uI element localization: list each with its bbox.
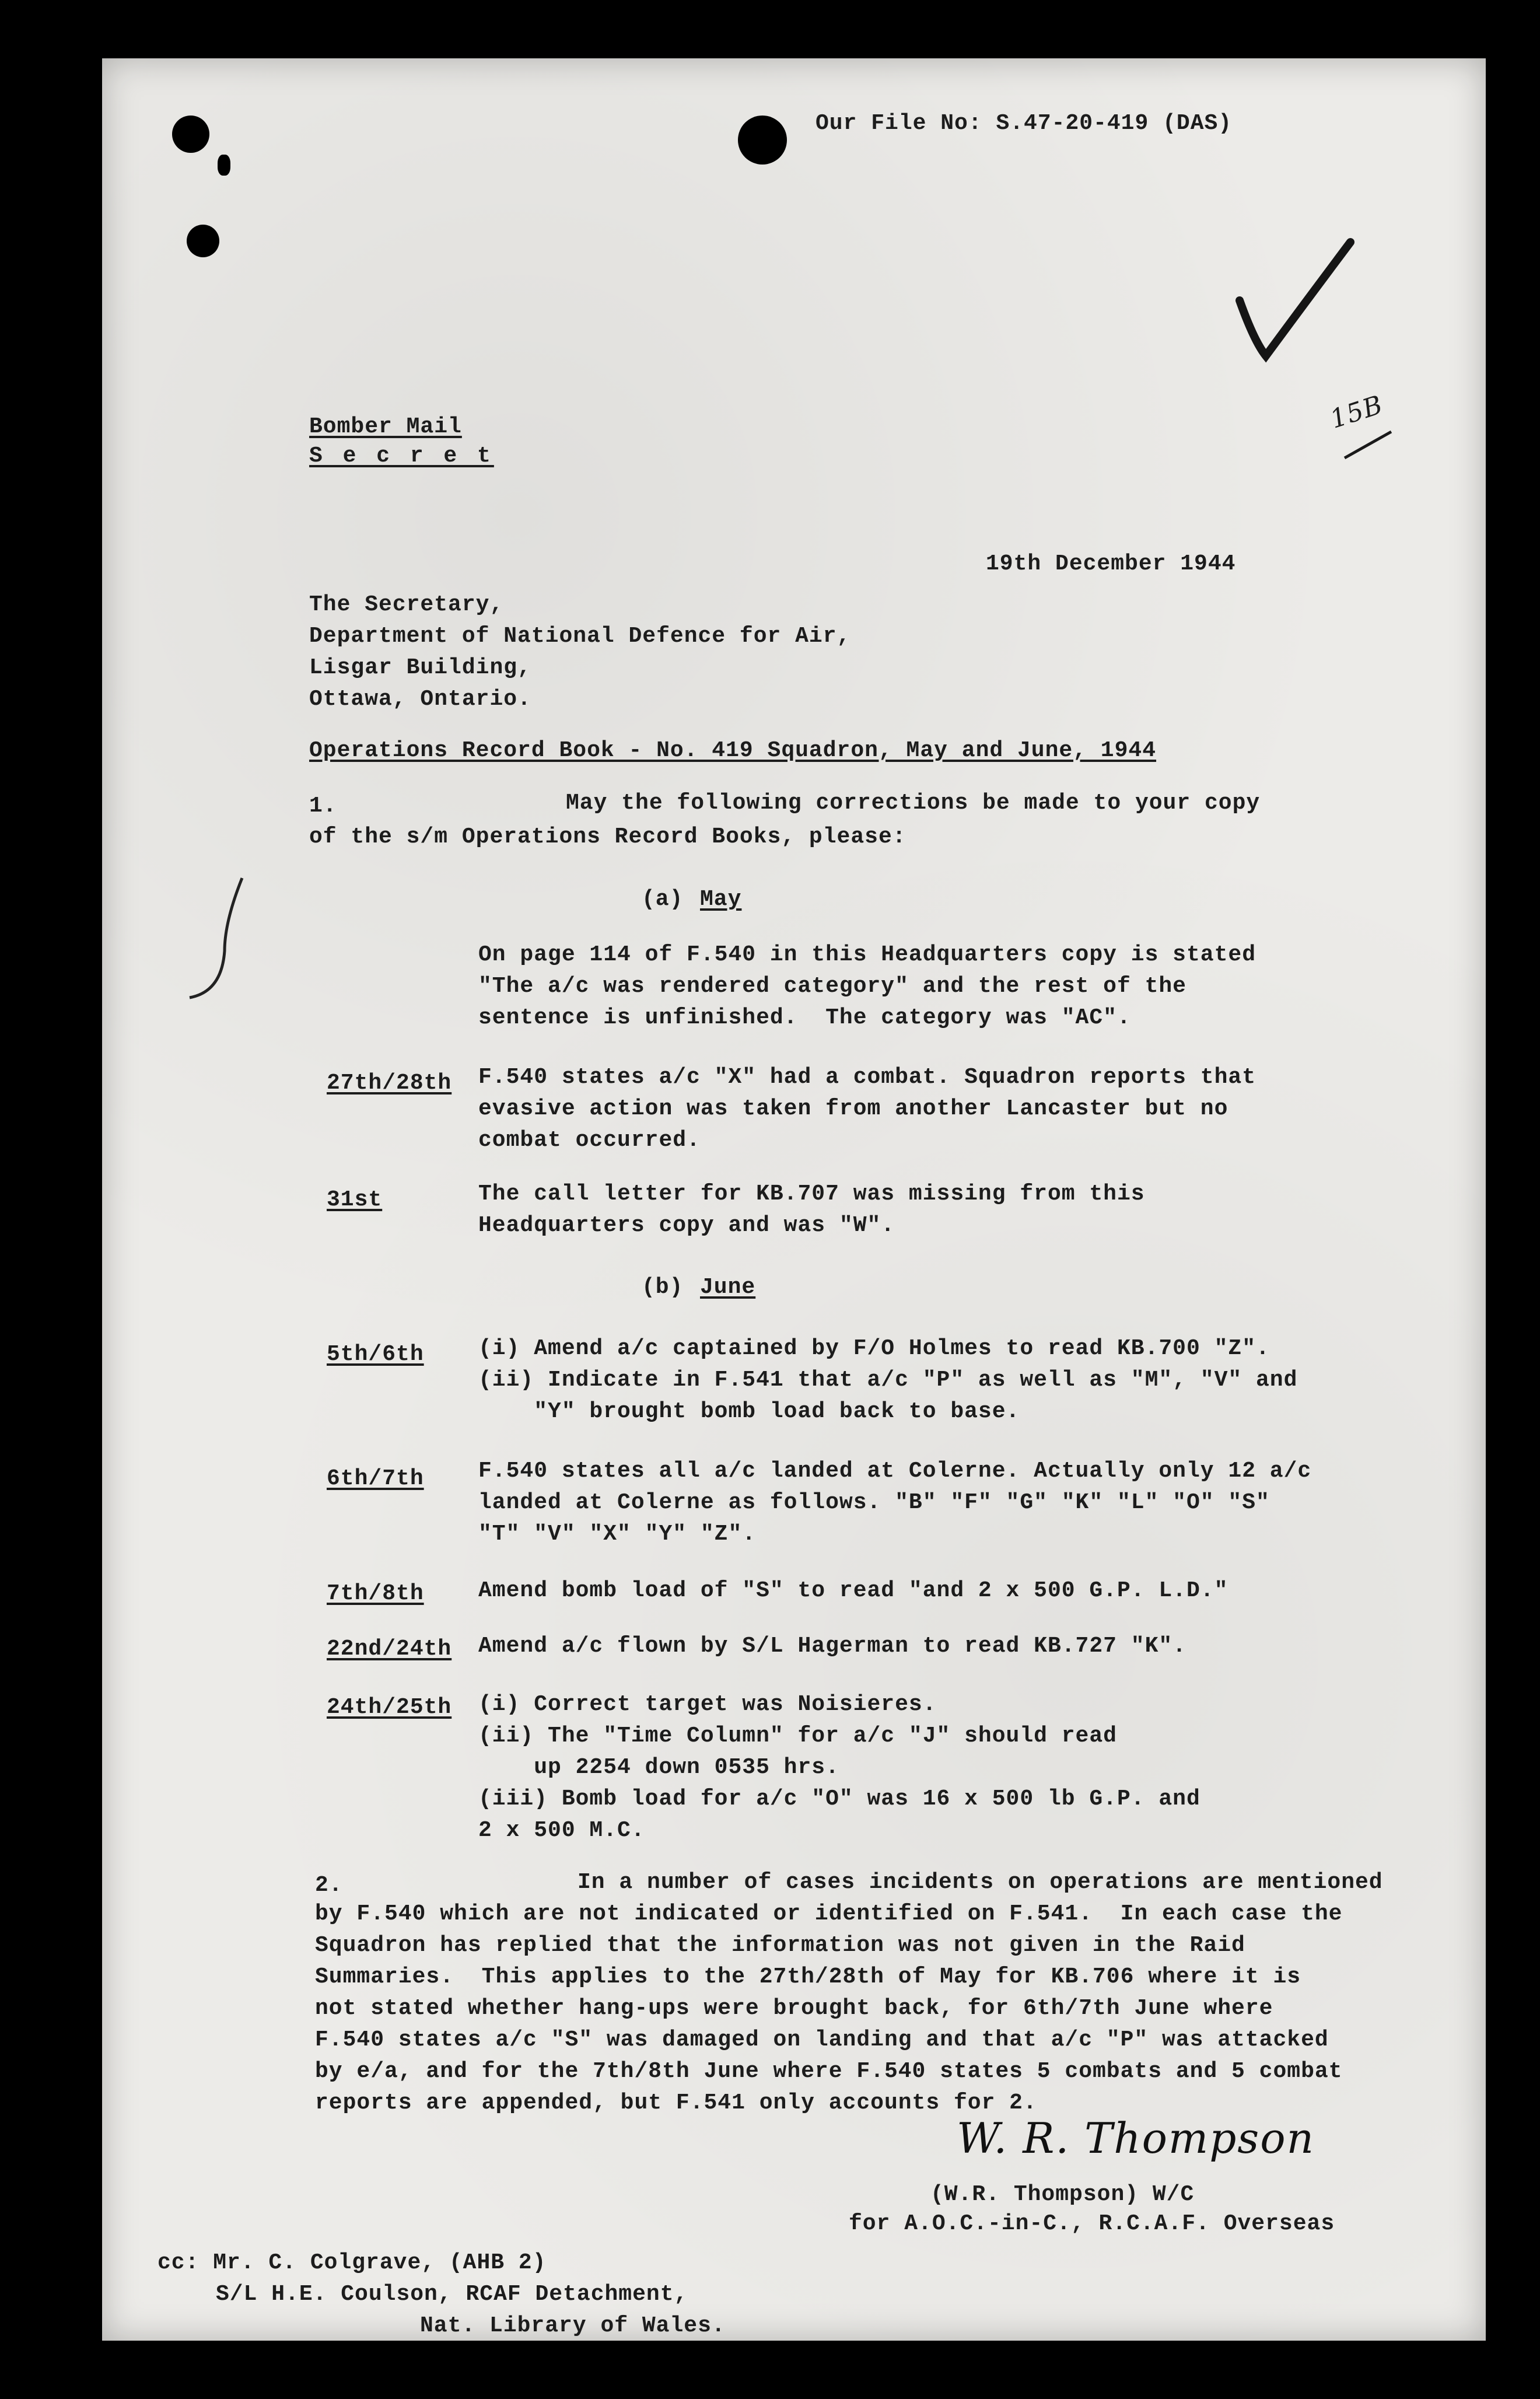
entry-text: Amend a/c flown by S/L Hagerman to read KB.727 "K".	[478, 1634, 1186, 1659]
subject-line: Operations Record Book - No. 419 Squadron, May and June, 1944	[309, 738, 1157, 763]
para2-line: In a number of cases incidents on operations are mentioned	[578, 1870, 1383, 1895]
entry-text: evasive action was taken from another Lancaster but no	[478, 1096, 1228, 1121]
entry-date: 5th/6th	[327, 1342, 424, 1367]
signatory-title: for A.O.C.-in-C., R.C.A.F. Overseas	[849, 2211, 1335, 2236]
para2-line: by e/a, and for the 7th/8th June where F.540 states 5 combats and 5 combat	[315, 2059, 1343, 2084]
margin-note: 15B	[1326, 390, 1387, 435]
cc-line: cc: Mr. C. Colgrave, (AHB 2)	[158, 2250, 547, 2275]
handwritten-signature: W. R. Thompson	[957, 2114, 1315, 2163]
entry-text: combat occurred.	[478, 1128, 701, 1153]
may-heading-prefix: (a)	[642, 887, 684, 912]
file-number: Our File No: S.47-20-419 (DAS)	[816, 111, 1233, 136]
letter-date: 19th December 1944	[986, 551, 1236, 576]
address-line: Ottawa, Ontario.	[309, 687, 531, 712]
para2-line: Squadron has replied that the information was not given in the Raid	[315, 1933, 1245, 1958]
punch-hole	[218, 155, 230, 176]
entry-text: 2 x 500 M.C.	[478, 1818, 645, 1843]
para1-number: 1.	[309, 793, 337, 819]
june-heading: June	[700, 1275, 756, 1300]
cc-line: S/L H.E. Coulson, RCAF Detachment,	[216, 2282, 688, 2307]
entry-text: F.540 states a/c "X" had a combat. Squadron reports that	[478, 1065, 1256, 1090]
june-heading-prefix: (b)	[642, 1275, 684, 1300]
para2-line: F.540 states a/c "S" was damaged on landing and that a/c "P" was attacked	[315, 2027, 1329, 2052]
entry-date: 24th/25th	[327, 1695, 452, 1720]
may-intro-line: sentence is unfinished. The category was "AC".	[478, 1005, 1131, 1030]
entry-date: 31st	[327, 1187, 383, 1212]
entry-text: (i) Correct target was Noisieres.	[478, 1692, 937, 1717]
entry-text: Amend bomb load of "S" to read "and 2 x 500 G.P. L.D."	[478, 1578, 1228, 1603]
entry-text: "T" "V" "X" "Y" "Z".	[478, 1522, 757, 1547]
entry-date: 27th/28th	[327, 1071, 452, 1096]
check-mark-icon	[1237, 230, 1353, 365]
margin-underline	[1342, 429, 1394, 464]
punch-hole	[172, 116, 209, 153]
para1-line: of the s/m Operations Record Books, please:	[309, 824, 907, 849]
entry-text: (ii) The "Time Column" for a/c "J" should read	[478, 1723, 1117, 1748]
para2-line: reports are appended, but F.541 only accounts for 2.	[315, 2090, 1037, 2115]
cc-line: Nat. Library of Wales.	[420, 2313, 726, 2338]
address-line: Lisgar Building,	[309, 655, 531, 680]
entry-text: landed at Colerne as follows. "B" "F" "G" "K" "L" "O" "S"	[478, 1490, 1270, 1515]
para2-line: Summaries. This applies to the 27th/28th of May for KB.706 where it is	[315, 1964, 1301, 1989]
margin-stroke-mark	[184, 875, 248, 1003]
entry-date: 22nd/24th	[327, 1636, 452, 1662]
punch-hole	[187, 225, 219, 257]
may-intro-line: On page 114 of F.540 in this Headquarters copy is stated	[478, 942, 1256, 967]
para1-line: May the following corrections be made to your copy	[566, 791, 1261, 816]
entry-text: (ii) Indicate in F.541 that a/c "P" as well as "M", "V" and	[478, 1368, 1298, 1393]
entry-text: The call letter for KB.707 was missing from this	[478, 1181, 1145, 1207]
may-intro-line: "The a/c was rendered category" and the rest of the	[478, 974, 1186, 999]
address-line: The Secretary,	[309, 592, 504, 617]
entry-text: F.540 states all a/c landed at Colerne. Actually only 12 a/c	[478, 1459, 1312, 1484]
entry-date: 6th/7th	[327, 1466, 424, 1491]
secret-label: S e c r e t	[309, 443, 494, 468]
punch-hole	[738, 116, 787, 165]
signatory-name: (W.R. Thompson) W/C	[930, 2182, 1195, 2207]
entry-text: up 2254 down 0535 hrs.	[478, 1755, 839, 1780]
entry-text: (i) Amend a/c captained by F/O Holmes to read KB.700 "Z".	[478, 1336, 1270, 1361]
para2-number: 2.	[315, 1873, 343, 1898]
entry-text: Headquarters copy and was "W".	[478, 1213, 895, 1238]
entry-text: "Y" brought bomb load back to base.	[478, 1399, 1020, 1424]
entry-date: 7th/8th	[327, 1581, 424, 1606]
para2-line: not stated whether hang-ups were brought back, for 6th/7th June where	[315, 1996, 1273, 2021]
para2-line: by F.540 which are not indicated or identified on F.541. In each case the	[315, 1901, 1343, 1926]
bomber-mail-label: Bomber Mail	[309, 414, 462, 439]
address-line: Department of National Defence for Air,	[309, 624, 851, 649]
entry-text: (iii) Bomb load for a/c "O" was 16 x 500 lb G.P. and	[478, 1786, 1200, 1812]
may-heading: May	[700, 887, 742, 912]
